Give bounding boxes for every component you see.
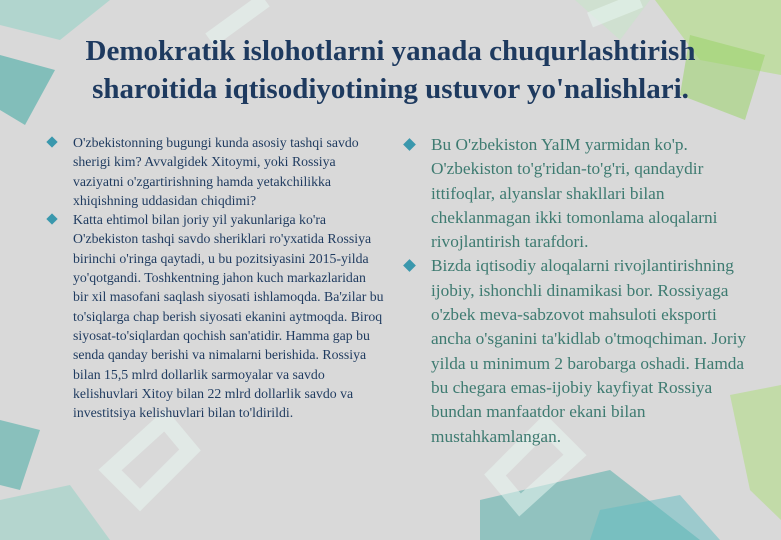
- bullet-text: O'zbekistonning bugungi kunda asosiy tashqi savdo sherigi kim? Avvalgidek Xitoymi, yoki Rossiya vaziyatni o'zgartirishning hamda yetakchilikka xhiqishning uddasidan chiqdimi?: [73, 135, 359, 208]
- list-item: [48, 133, 384, 210]
- list-item: [405, 133, 755, 254]
- bullet-text: Katta ehtimol bilan joriy yil yakunlariga ko'ra O'zbekiston tashqi savdo sheriklari ro'yxatida Rossiya birinchi o'ringa qaytadi, u bu pozitsiyasini 2015-yilda yo'qotgandi. Toshkentning jahon kuch markazlaridan bir xil masofani saqlash siyosati ishlamoqda. Ba'zilar bu to'siqlarga chap berish siyosati ekanini aytmoqda. Biroq siyosat-to'siqlardan qochish san'atidir. Hamma gap bu senda qanday berishi va nimalarni berishida. Rossiya bilan 15,5 mlrd dollarlik sarmoyalar va savdo kelishuvlari Xitoy bilan 22 mlrd dollarlik savdo va investitsiya kelishuvlari bilan to'ldirildi.: [73, 212, 384, 421]
- list-item: [48, 210, 384, 422]
- list-item: [405, 254, 755, 448]
- slide-title: [20, 32, 761, 108]
- bullet-text: Bu O'zbekiston YaIM yarmidan ko'p. O'zbekiston to'g'ridan-to'g'ri, qandaydir ittifoqlar, alyanslar shakllari bilan cheklanmagan ikki tomonlama aloqalarni rivojlantirish tarafdori.: [431, 135, 718, 252]
- left-bullet-list: [48, 133, 384, 422]
- diamond-bullet-icon: [403, 260, 416, 273]
- right-bullet-list: [405, 133, 755, 449]
- diamond-bullet-icon: [46, 214, 57, 225]
- title-line-2: sharoitida iqtisodiyotining ustuvor yo'nalishlari.: [92, 73, 689, 105]
- diamond-bullet-icon: [46, 136, 57, 147]
- bullet-text: Bizda iqtisodiy aloqalarni rivojlantirishning ijobiy, ishonchli dinamikasi bor. Rossiyaga o'zbek meva-sabzovot mahsuloti eksporti ancha o'sganini ta'kidlab o'tmoqchiman. Joriy yilda u minimum 2 barobarga oshadi. Hamda bu chegara emas-ijobiy kayfiyat Rossiya bundan manfaatdor ekani bilan mustahkamlangan.: [431, 256, 747, 446]
- title-line-1: Demokratik islohotlarni yanada chuqurlashtirish: [85, 35, 696, 67]
- diamond-bullet-icon: [403, 138, 416, 151]
